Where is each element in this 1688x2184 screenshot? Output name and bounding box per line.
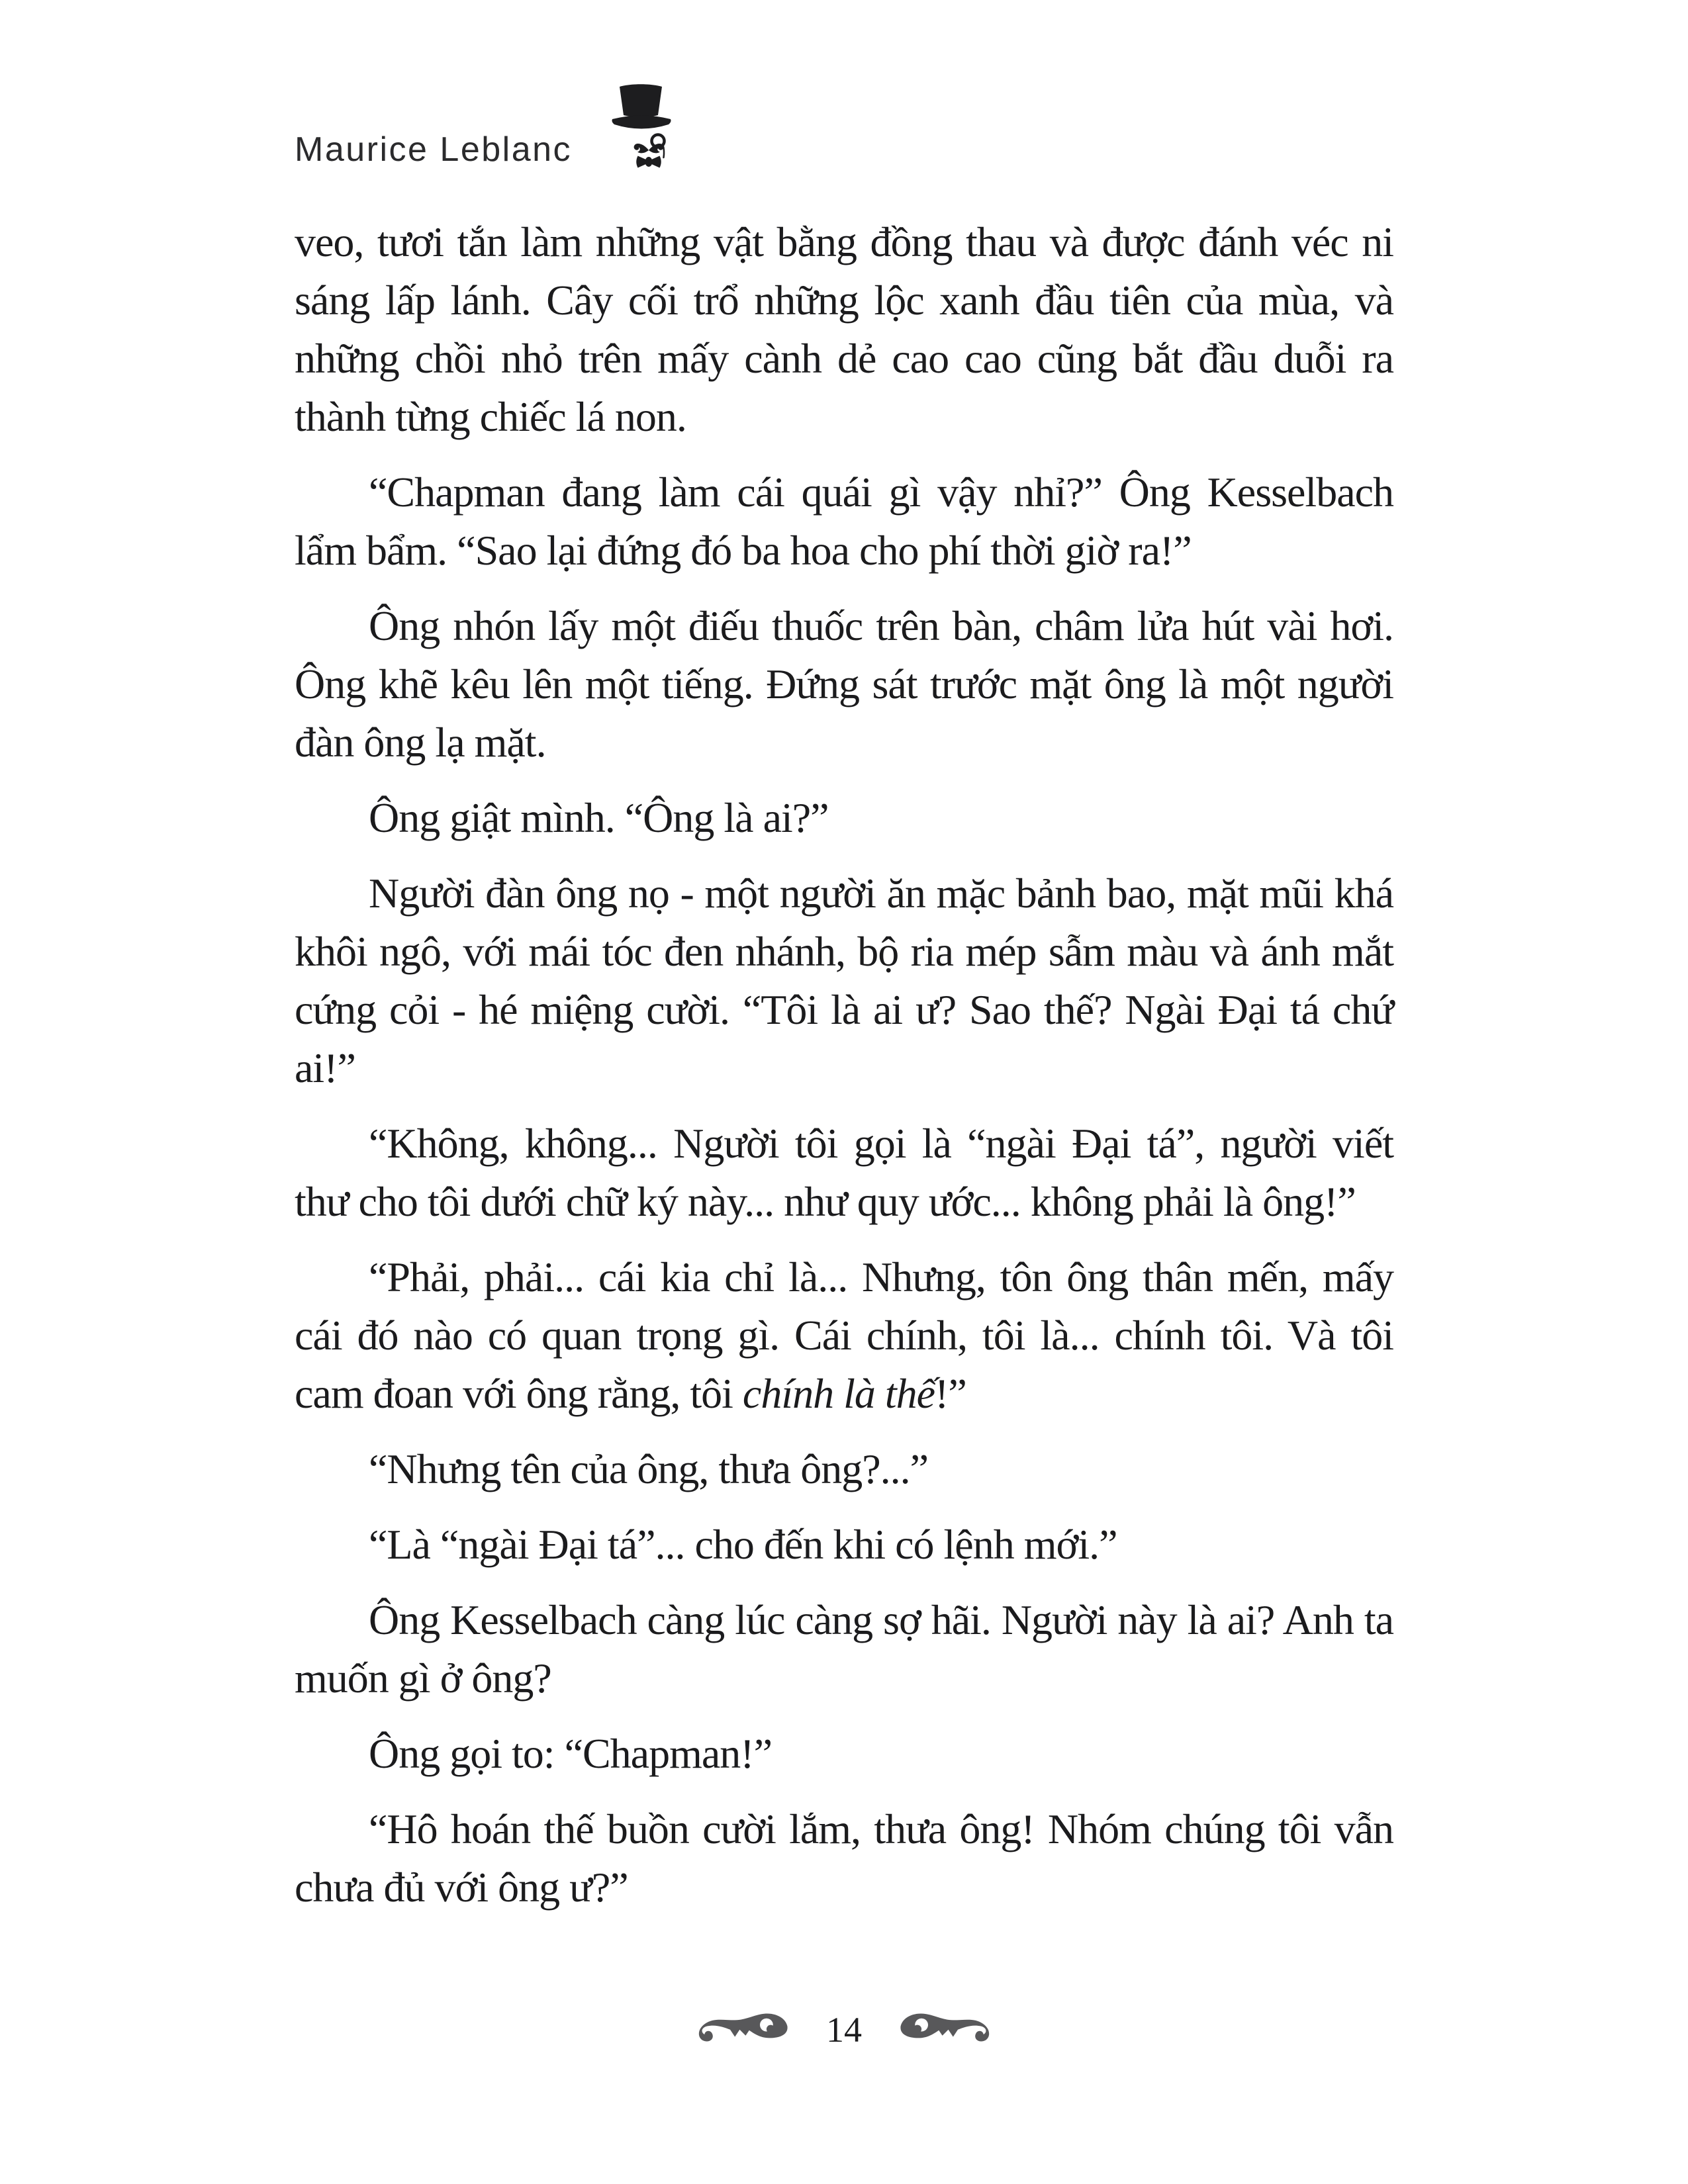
flourish-swirl-icon	[692, 2011, 792, 2046]
body-text	[295, 213, 1393, 1917]
page-number: 14	[826, 2010, 862, 2050]
paragraph: Ông giật mình. “Ông là ai?”	[369, 794, 829, 841]
paragraph: Người đàn ông nọ - một người ăn mặc bảnh bao, mặt mũi khá khôi ngô, với mái tóc đen nhánh, bộ ria mép sẫm màu và ánh mắt cứng cỏi - hé miệng cười. “Tôi là ai ư? Sao thế? Ngài Đại tá chứ ai!”	[295, 870, 1393, 1091]
author-header: Maurice Leblanc	[295, 130, 573, 169]
paragraph: Ông Kesselbach càng lúc càng sợ hãi. Người này là ai? Anh ta muốn gì ở ông?	[295, 1596, 1393, 1702]
paragraph: “Hô hoán thế buồn cười lắm, thưa ông! Nhóm chúng tôi vẫn chưa đủ với ông ư?”	[295, 1805, 1393, 1911]
paragraph: Ông gọi to: “Chapman!”	[369, 1730, 772, 1777]
footer	[295, 2009, 1393, 2048]
paragraph: “Phải, phải... cái kia chỉ là... Nhưng, tôn ông thân mến, mấy cái đó nào có quan trọng gì. Cái chính, tôi là... chính tôi. Và tôi cam đoan với ông rằng, tôi chính là thế!”	[295, 1253, 1393, 1417]
gentleman-tophat-monocle-mustache-bowtie-icon	[610, 83, 673, 170]
paragraph: Ông nhón lấy một điếu thuốc trên bàn, châm lửa hút vài hơi. Ông khẽ kêu lên một tiếng. Đứng sát trước mặt ông là một người đàn ông lạ mặt.	[295, 602, 1393, 766]
paragraph: “Là “ngài Đại tá”... cho đến khi có lệnh mới.”	[369, 1521, 1117, 1568]
paragraph: veo, tươi tắn làm những vật bằng đồng thau và được đánh véc ni sáng lấp lánh. Cây cối trổ những lộc xanh đầu tiên của mùa, và những chồi nhỏ trên mấy cành dẻ cao cao cũng bắt đầu duỗi ra thành từng chiếc lá non.	[295, 218, 1393, 440]
paragraph: “Không, không... Người tôi gọi là “ngài Đại tá”, người viết thư cho tôi dưới chữ ký này... như quy ước... không phải là ông!”	[295, 1120, 1393, 1225]
paragraph: “Chapman đang làm cái quái gì vậy nhỉ?” Ông Kesselbach lẩm bẩm. “Sao lại đứng đó ba hoa cho phí thời giờ ra!”	[295, 469, 1393, 574]
paragraph: “Nhưng tên của ông, thưa ông?...”	[369, 1445, 928, 1492]
flourish-swirl-icon	[896, 2011, 996, 2046]
